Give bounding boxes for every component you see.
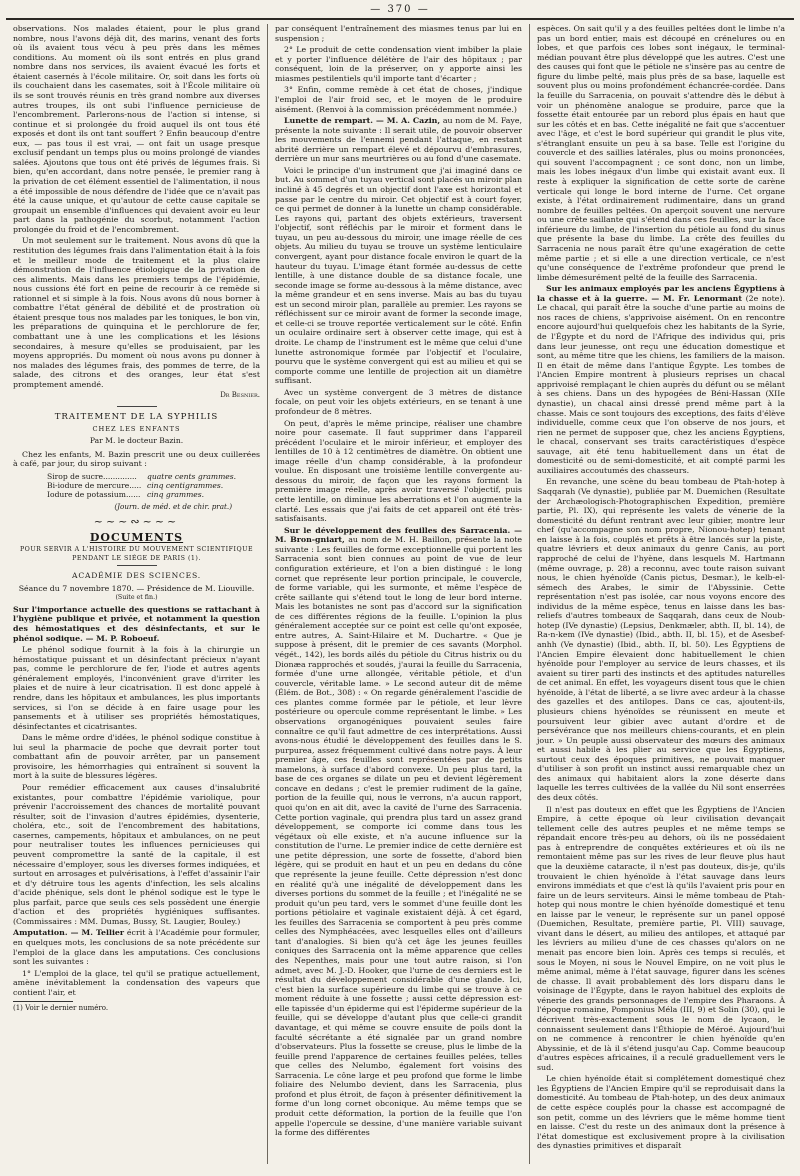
paragraph: Chez les enfants, M. Bazin prescrit une ou deux cuillerées à café, par jour, du sirop suivant : bbox=[13, 449, 260, 469]
column-3 bbox=[530, 24, 792, 1164]
paragraph: Avec un système convergent de 3 mètres de distance focale, on peut voir les objets extérieurs, en se tenant à une profondeur de 8 mètres. bbox=[275, 387, 522, 416]
prescription-row bbox=[47, 481, 260, 490]
ornament: ~~~∾~~~ bbox=[93, 515, 180, 529]
heading-continuation: au nom de M. Faye, présente la note suivante : bbox=[275, 116, 523, 135]
session-line: Séance du 7 novembre 1870. — Présidence de M. Liouville. bbox=[18, 583, 255, 593]
academy-heading: ACADÉMIE DES SCIENCES. bbox=[72, 571, 201, 581]
paragraph: On peut, d'après le même principe, réaliser une chambre noire pour casemate. Il faut supprimer dans l'appareil précédent l'oculaire et le miroir inférieur, et employer des lentilles de 10 à 12 centimètres de diamètre. On obtient une image réelle d'un champ considérable, à la profondeur voulue. En disposant une troisième lentille convergente au-dessous du miroir, de façon que les rayons forment la première image réelle, après avoir traversé l'objectif, puis cette lentille, on diminue les aberrations et l'on augmente la clarté. Les essais que j'ai faits de cet appareil ont été très-satisfaisants. bbox=[275, 418, 522, 524]
ingredient: Iodure de potassium...... bbox=[47, 490, 141, 500]
paragraph: Dans le même ordre d'idées, le phénol sodique constitue à lui seul la pharmacie de poche que devrait porter tout combattant afin de pouvoir arrêter, par un pansement provisoire, les hémorrhagies qui entraînent si souvent la mort à la suite de blessures légères. bbox=[13, 733, 260, 781]
prescription-row bbox=[47, 490, 260, 499]
page-number: — 370 — bbox=[370, 4, 430, 15]
paragraph: observations. Nos malades étaient, pour le plus grand nombre, nous l'avons déjà dit, des marins, venant des forts où ils avaient tous vécu à peu près dans les mêmes conditions. Au moment où ils sont entrés en plus grand nombre dans nos services, ils avaient évacué les forts et étaient casernés à l'école militaire. Or, soit dans les forts où ils couchaient dans les casemates, soit à l'École militaire où ils se sont trouvés réunis en très grand nombre aux diverses autres troupes, ils ont subi l'influence pernicieuse de l'encombrement. Parlerons-nous de l'action si intense, si continue et si prolongée du froid auquel ils ont tous été exposés et dont ils ont tant souffert ? Enfin beaucoup d'entre eux, — pas tous il est vrai, — ont fait un usage presque exclusif pendant un temps plus ou moins prolongé de viandes salées. Ajoutons que tous ont été privés de légumes frais. Si bien, qu'en accordant, dans notre pensée, le premier rang à la privation de cet élément essentiel de l'alimentation, il nous a été impossible de nous défendre de l'idée que ce n'avait pas été la cause unique, et qu'autour de cette cause capitale se groupait un ensemble d'influences qui devaient avoir eu leur part dans la pathogénie du scorbut, notamment l'action prolongée du froid et de l'encombrement. bbox=[13, 24, 260, 234]
paragraph: espèces. On sait qu'il y a des feuilles peltées dont le limbe n'a pas un bord entier, mais est découpé en crénelures ou en lobes, et que parfois ces lobes sont inégaux, le terminal-médian pouvant être plus développé que les autres. C'est une des causes qui font que le pétiole ne s'insère pas au centre de figure du limbe pelté, mais plus près de sa base, laquelle est souvent plus ou moins profondément échancrée-cordée. Dans la feuille du Sarracenia, on pouvait s'attendre dès le début à voir un phénomène analogue se produire, parce que la fossette était entourée par un rebord plus épais en haut que sur les côtés et en bas. Cette inégalité ne fait que s'accentuer avec l'âge, et c'est le bord supérieur qui grandit le plus vite, s'étranglant ensuite un peu à sa base. Telle est l'origine du couvercle et des saillies latérales, plus ou moins prononcées, qui souvent l'accompagnent ; ce sont donc, non un limbe, mais les lobes inégaux d'un limbe qui existait avant eux. Il reste à expliquer la signification de cette sorte de carène verticale qui longe le bord interne de l'urne. Cet organe existe, à l'état ordinairement rudimentaire, dans un grand nombre de feuilles peltées. On aperçoit souvent une nervure ou une crête saillante qui s'étend dans ces feuilles, sur la face inférieure du limbe, de l'insertion du pétiole au fond du sinus que présente la base du limbe. La crête des feuilles du Sarracenia ne nous paraît être qu'une exagération de cette même partie ; et si elle a une direction verticale, ce n'est qu'une conséquence de l'extrême profondeur que prend le limbe démesurément pelté de la feuille des Sarracenia. bbox=[537, 24, 785, 282]
heading-text: Sur l'importance actuelle des questions se rattachant à l'hygiène publique et privée, et notamment la question des hémostatiques et des désinfectants, et sur le phénol sodique. — M. P. Roboeuf. bbox=[13, 604, 260, 643]
signature: Dr Besnier. bbox=[220, 391, 260, 400]
divider bbox=[117, 565, 157, 566]
paragraph: par conséquent l'entraînement des miasmes tenus par lui en suspension ; bbox=[275, 24, 522, 43]
article-heading bbox=[275, 116, 522, 164]
heading-text: Sur le développement des feuilles des Sarracenia. — M. Bron-gniart, bbox=[275, 525, 522, 545]
heading-text: Amputation. — M. Tellier bbox=[13, 928, 125, 938]
ingredient: Sirop de sucre.............. bbox=[47, 471, 137, 481]
continued-note: (Suite et fin.) bbox=[115, 594, 158, 602]
prescription bbox=[47, 472, 260, 500]
paragraph: Le phénol sodique fournit à la fois à la chirurgie un hémostatique puissant et un désinfectant précieux n'ayant pas, comme le perchlorure de fer, l'iode et autres agents généralement employés, l'inconvénient grave d'irriter les plaies et de nuire à leur cicatrisation. Il est donc appelé à rendre, dans les hôpitaux et ambulances, les plus importants services, si l'on se décide à en faire usage pour les pansements et à utiliser ses propriétés hémostatiques, désinfectantes et cicatrisantes. bbox=[13, 645, 260, 731]
quantity: cinq grammes. bbox=[147, 490, 205, 500]
quantity: quatre cents grammes. bbox=[147, 471, 237, 481]
paragraph: Il n'est pas douteux en effet que les Égyptiens de l'Ancien Empire, à cette époque où leur civilisation devançait tellement celle des autres peuples et ne même temps se répandait encore très-peu au dehors, où ils ne possédaient pas à entreprendre de conquêtes extérieures et où ils ne remontaient même pas sur les rives de leur fleuve plus haut que la deuxième cataracte, il n'est pas douteux, dis-je, qu'ils trouvaient le chien hyénoïde à l'état sauvage dans leurs environs immédiats et que c'est là qu'ils l'avaient pris pour en faire un de leurs serviteurs. Ainsi le même tombeau de Ptah-hotep qui nous montre le chien hyénoïde domestiqué et tenu en laisse par le veneur, le représente sur un panel opposé (Duemichen, Resultate, première partie, Pl. VIII) sauvage, vivant dans le désert, au milieu des antilopes, et attaqué par les lévriers au milieu d'une de ces chasses qu'alors on ne menait pas encore bien loin. Après ces temps si reculés, et sous le Moyen, ni sous le Nouvel Empire, on ne voit plus le même animal, même à l'état sauvage, figurer dans les scènes de chasse. Il avait probablement dès lors disparu dans le voisinage de l'Égypte, dans le rayon habituel des exploits de vénerie des grands personnages de l'empire des Pharaons. À l'époque romaine, Pomponius Méla (III, 9) et Solin (30), qui le décrivent très-exactement sous le nom de lycaon, le connaissent seulement dans l'Éthiopie de Méroé. Aujourd'hui on ne commence à rencontrer le chien hyénoïde qu'en Abyssinie, et de là il s'étend jusqu'au Cap. Comme beaucoup d'autres espèces africaines, il a reculé graduellement vers le sud. bbox=[537, 804, 785, 1072]
quantity: cinq centigrammes. bbox=[147, 481, 224, 491]
prescription-row bbox=[47, 472, 260, 481]
paragraph: 1° L'emploi de la glace, tel qu'il se pratique actuellement, amène inévitablement la condensation des vapeurs que contient l'air, et bbox=[13, 968, 260, 997]
heading-continuation: écrit à l'Académie pour formuler, en quelques mots, les conclusions de sa note précédente sur l'emploi de la glace dans les amputations. Ces conclusions sont les suivantes : bbox=[13, 928, 261, 967]
syphilis-byline: Par M. le docteur Bazin. bbox=[89, 436, 184, 446]
footnote: (1) Voir le dernier numéro. bbox=[13, 1004, 109, 1013]
paragraph: Un mot seulement sur le traitement. Nous avons dû que la restitution des légumes frais dans l'alimentation était à la fois et le meilleur mode de traitement et la plus claire démonstration de l'influence étiologique de la privation de ces aliments. Mais dans les premiers temps de l'épidémie, nous cussions été fort en peine de recourir à ce remède si rationnel et si simple à la fois. Nous avons dû nous borner à combattre l'état général de débilité et de prostration où étaient presque tous nos malades par les toniques, le bon vin, les préparations de quinquina et le perchlorure de fer, combattant une à une les complications et les lésions secondaires, à mesure qu'elles se produisaient, par les moyens appropriés. Du moment où nous avons pu donner à nos malades des légumes frais, des pommes de terre, de la salade, des citrons et des oranges, leur état s'est promptement amendé. bbox=[13, 236, 260, 389]
column-2 bbox=[268, 24, 530, 1164]
paragraph-text: (2e note). Le chacal, qui paraît être la souche d'une partie au moins de nos races de chiens, s'apprivoise aisément. On en rencontre encore aujourd'hui quelquefois chez les habitants de la Syrie, de l'Égypte et du nord de l'Afrique des individus qui, pris dans leur jeunesse, ont reçu une éducation domestique et sont, au même titre que les chiens, les familiers de la maison. Il en était de même dans l'antique Égypte. Les tombes de l'Ancien Empire montrent à plusieurs reprises un chacal apprivoisé remplaçant le chien auprès du défunt ou se mêlant à ses chiens. Dans un des hypogées de Béni-Hassan (XIIe dynastie), un chacal ainsi dressé prend même part à la chasse. Mais ce sont toujours des exceptions, des faits d'élève individuelle, comme ceux que l'on observe de nos jours, et rien ne permet de supposer que, chez les anciens Égyptiens, le chacal, conservant ses traits caractéristiques d'espèce sauvage, ait été tenu habituellement dans un état de domesticité ou de semi-domesticité, et ait compté parmi les auxiliaires accoutumés des chasseurs. bbox=[537, 293, 786, 475]
syphilis-title: TRAITEMENT DE LA SYPHILIS bbox=[54, 411, 219, 422]
article-heading bbox=[275, 526, 522, 1138]
ingredient: Bi-iodure de mercure..... bbox=[47, 481, 142, 491]
column-1 bbox=[6, 24, 268, 1164]
documents-subtitle-2: PENDANT LE SIÉGE DE PARIS (1). bbox=[72, 554, 201, 562]
columns bbox=[6, 24, 794, 1164]
article-heading bbox=[13, 928, 260, 966]
documents-subtitle: POUR SERVIR A L'HISTOIRE DU MOUVEMENT SCIENTIFIQUE bbox=[19, 546, 254, 554]
divider bbox=[117, 406, 157, 407]
heading-text: Sur les animaux employés par les anciens Égyptiens à la chasse et à la guerre. — M. Fr. Lenormant bbox=[537, 284, 785, 303]
syphilis-subtitle: CHEZ LES ENFANTS bbox=[92, 425, 181, 434]
paragraph-text: au nom de M. H. Baillon, présente la note suivante : Les feuilles de forme exceptionnelle qui portent les Sarracenia sont bien connues au point de vue de leur configuration extérieure, et l'on a bien distingué : le long cornet que représente leur portion principale, le couvercle, de forme variable, qui les surmonte, et même l'espèce de crête saillante qui s'étend tout le long de leur bord interne. Mais les botanistes ne sont pas d'accord sur la signification de ces différentes régions de la feuille. L'opinion la plus généralement acceptée sur ce point est celle qu'ont exposée, entre autres, A. Saint-Hilaire et M. Duchartre. « Que je suppose à présent, dit le premier de ces savants (Morphol. végét., 142), les bords ailés du pétiole du Citrus histrix ou du Dionæa rapprochés et soudés, j'aurai la feuille du Sarracenia, formée d'une urne allongée, véritable pétiole, et d'un couvercle, véritable lame. » Le second auteur dit de même (Élém. de Bot., 308) : « On regarde généralement l'ascidie de ces plantes comme formée par le pétiole, et leur lèvre postérieure ou opercule comme représentant le limbe. » Les observations organogéniques pouvaient seules faire connaître ce qu'il faut admettre de ces interprétations. Aussi avons-nous étudié le développement des feuilles dans le S. purpurea, assez fréquemment cultivé dans notre pays. À leur premier âge, ces feuilles sont représentées par de petits mamelons, à surface d'abord convexe. Un peu plus tard, la base de ces organes se dilate un peu et devient légèrement concave en dedans ; c'est le premier rudiment de la gaîne, portion de la feuille qui, nous le verrons, n'a aucun rapport, quoi qu'on en ait dit, avec la cavité de l'urne des Sarracenia. Cette portion vaginale, qui prendra plus tard un assez grand développement, se comporte ici comme dans tous les végétaux où elle existe, et n'a aucune influence sur la constitution de l'urne. Le premier indice de cette dernière est une petite dépression, une sorte de fossette, d'abord bien légère, qui se produit en haut et un peu en dedans du cône que représente la jeune feuille. Cette dépression n'est donc en réalité qu'à une inégalité de développement dans les diverses portions du sommet de la feuille ; et l'inégalité ne se produit qu'un peu tard, vers le sommet d'une feuille dont les portions pétiolaire et vaginale existaient déjà. À cet égard, les feuilles des Sarracenia se comportent à peu près comme celles des Nymphéacées, avec lesquelles elles ont d'ailleurs tant d'analogies. Si bien qu'à cet âge les jeunes feuilles coniques des Sarracenia ont la même apparence que celles des Nepenthes, mais pour une tout autre raison, si l'on admet, avec M. J.-D. Hooker, que l'urne de ces derniers est le résultat du développement considérable d'une glande. Ici, c'est bien la surface supérieure du limbe qui se trouve à ce moment réduite à une fossette ; aussi cette dépression est-elle tapissée d'un épiderme qui est l'épiderme supérieur de la feuille, qui se développe d'autant plus que celle-ci grandit davantage, et qui même se couvre ensuite de poils dont la faculté sécrétante a été signalée par un grand nombre d'observateurs. Plus la fossette se creuse, plus le limbe de la feuille prend l'apparence de certaines feuilles pelées, telles que celles des Nelumbo, également fort voisins des Sarracenia. Le cône large et peu profond que forme le limbe foliaire des Nelumbo devient, dans les Sarracenia, plus profond et plus étroit, de façon à présenter définitivement la forme d'un long cornet obconique. Au même temps que se produit cette déformation, la portion de la feuille que l'on appelle l'opercule se dessine, d'une manière variable suivant la forme des différentes bbox=[275, 535, 522, 1138]
article-heading bbox=[13, 605, 260, 643]
paragraph: En revanche, une scène du beau tombeau de Ptah-hotep à Saqqarah (Ve dynastie), publiée par M. Duemichen (Resultate der Archæologisch-Photographischen Expedition, première partie, Pl. IX), qui représente les valets de vénerie de la domesticité du défunt rentrant avec leur gibier, montre leur chef (qu'accompagne son nom propre, Nionou-hotep) tenant en laisse à la fois, couplés et prêts à être lancés sur la piste, quatre lévriers et deux animaux du genre Canis, au port rapproché de celui de l'hyène, dans lesquels M. Hartmann (même ouvrage, p. 28) a reconnu, avec toute raison suivant nous, le chien hyénoïde (Canis pictus, Desmar.), le kelb-el-sémech des Arabes, le simir de l'Abyssinie. Cette représentation n'est pas isolée, car nous voyons encore des individus de la même espèce, tenus en laisse dans les bas-reliefs d'autres tombeaux de Saqqarah, dans ceux de Noub-hotep (IVe dynastie) (Lepsius, Denkmæler, abth. II, bl. 14), de Ra-n-kem (IVe dynastie) (Ibid., abth. II, bl. 15), et de Asesbef-anhh (Ve dynastie) (Ibid., abth. II, bl. 50). Les Égyptiens de l'Ancien Empire élevaient donc habituellement le chien hyénoïde pour l'employer au service de leurs chasses, et ils avaient su tirer parti des instincts et des aptitudes naturelles de cet animal. En effet, les voyageurs disent tous que le chien hyénoïde, à l'état de liberté, a se livre avec ardeur à la chasse des gazelles et des antilopes. Dans ce cas, ajoutent-ils, plusieurs chiens hyénoïdes se réunissent en meute et poursuivent leur gibier avec autant d'ordre et de persévérance que nos meilleurs chiens-courants, et en plein jour. » Un peuple aussi observateur des mœurs des animaux et aussi habile à les plier au service que les Égyptiens, surtout ceux des époques primitives, ne pouvait manquer d'utiliser à son profit un instinct aussi remarquable chez un des animaux qui habitaient alors la zone déserte dans laquelle les terres cultivées de la vallée du Nil sont enserrées des deux côtés. bbox=[537, 477, 785, 802]
paragraph: 2° Le produit de cette condensation vient imbiber la plaie et y porter l'influence délétère de l'air des hôpitaux ; par conséquent, loin de la préserver, on y apporte ainsi les miasmes pestilentiels qu'il importe tant d'écarter ; bbox=[275, 45, 522, 83]
paragraph: 3° Enfin, comme remède à cet état de choses, j'indique l'emploi de l'air froid sec, et le moyen de le produire aisément. (Renvoi à la commission précédemment nommée.) bbox=[275, 85, 522, 114]
prescription-source: (Journ. de méd. et de chir. prat.) bbox=[114, 501, 232, 511]
paragraph: Voici le principe d'un instrument que j'ai imaginé dans ce but. Au sommet d'un tuyau vertical sont placés un miroir plan incliné à 45 degrés et un objectif dont l'axe est horizontal et passe par le centre du miroir. Cet objectif est à court foyer, ce qui permet de donner à la lunette un champ considérable. Les rayons qui, partant des objets extérieurs, traversent l'objectif, sont réfléchis par le miroir et forment dans le tuyau, un peu au-dessous du miroir, une image réelle de ces objets. Au milieu du tuyau se trouve un système lenticulaire convergent, ayant pour distance focale environ le quart de la hauteur du tuyau. L'image étant formée au-dessus de cette lentille, à une distance double de sa distance focale, une seconde image se forme au-dessous à la même distance, avec la même grandeur et en sens inverse. Mais au bas du tuyau est un second miroir plan, parallèle au premier. Les rayons se réfléchissent sur ce miroir avant de former la seconde image, et celle-ci se trouve reportée verticalement sur le côté. Enfin un oculaire ordinaire sert à observer cette image, qui est à droite. Le champ de l'instrument est le même que celui d'une lunette astronomique formée par l'objectif et l'oculaire, pourvu que le système convergent qui est au milieu et qui se comporte comme une lentille de projection ait un diamètre suffisant. bbox=[275, 165, 522, 386]
heading-text: Lunette de rempart. — M. A. Cazin, bbox=[284, 116, 441, 126]
documents-title: DOCUMENTS bbox=[89, 530, 184, 544]
article-heading bbox=[537, 284, 785, 475]
footnote-rule bbox=[13, 1001, 73, 1002]
top-rule bbox=[6, 18, 794, 20]
paragraph-text: Il serait utile, de pouvoir observer les mouvements de l'ennemi pendant l'attaque, en restant abrité derrière un rempart élevé et dépourvu d'embrasures, derrière un mur sans meurtrières ou au fond d'une casemate. bbox=[275, 125, 522, 164]
paragraph: Pour remédier efficacement aux causes d'insalubrité existantes, pour combattre l'épidémie variolique, pour prévenir l'accroissement des chances de mortalité pouvant résulter, soit de l'invasion d'autres épidémies, dysenterie, choléra, etc., soit de l'encombrement des habitations, casernes, campements, hôpitaux et ambulances, on ne peut pour neutraliser toutes les influences pernicieuses qui peuvent compromettre la santé de la capitale, il est nécessaire d'employer, sous les diverses formes indiquées, et surtout en arrosages et pulvérisations, à l'effet d'assainir l'air et d'y détruire tous les agents d'infection, les sels alcalins d'acide phénique, sels dont le phénol sodique est le type le plus parfait, parce que seuls ces sels possèdent une énergie d'action et des propriétés hygiéniques suffisantes. (Commissaires : MM. Dumas, Bussy, St. Laugier, Bouley.) bbox=[13, 783, 260, 926]
paragraph: Le chien hyénoïde était si complétement domestiqué chez les Égyptiens de l'Ancien Empire qu'il se reproduisait dans la domesticité. Au tombeau de Ptah-hotep, un des deux animaux de cette espèce couplés pour la chasse est accompagné de son petit, comme un des lévriers que le même homme tient en laisse. C'est du reste un des animaux dont la présence à l'état domestique est exclusivement propre à la civilisation des dynasties primitives et disparaît bbox=[537, 1074, 785, 1151]
